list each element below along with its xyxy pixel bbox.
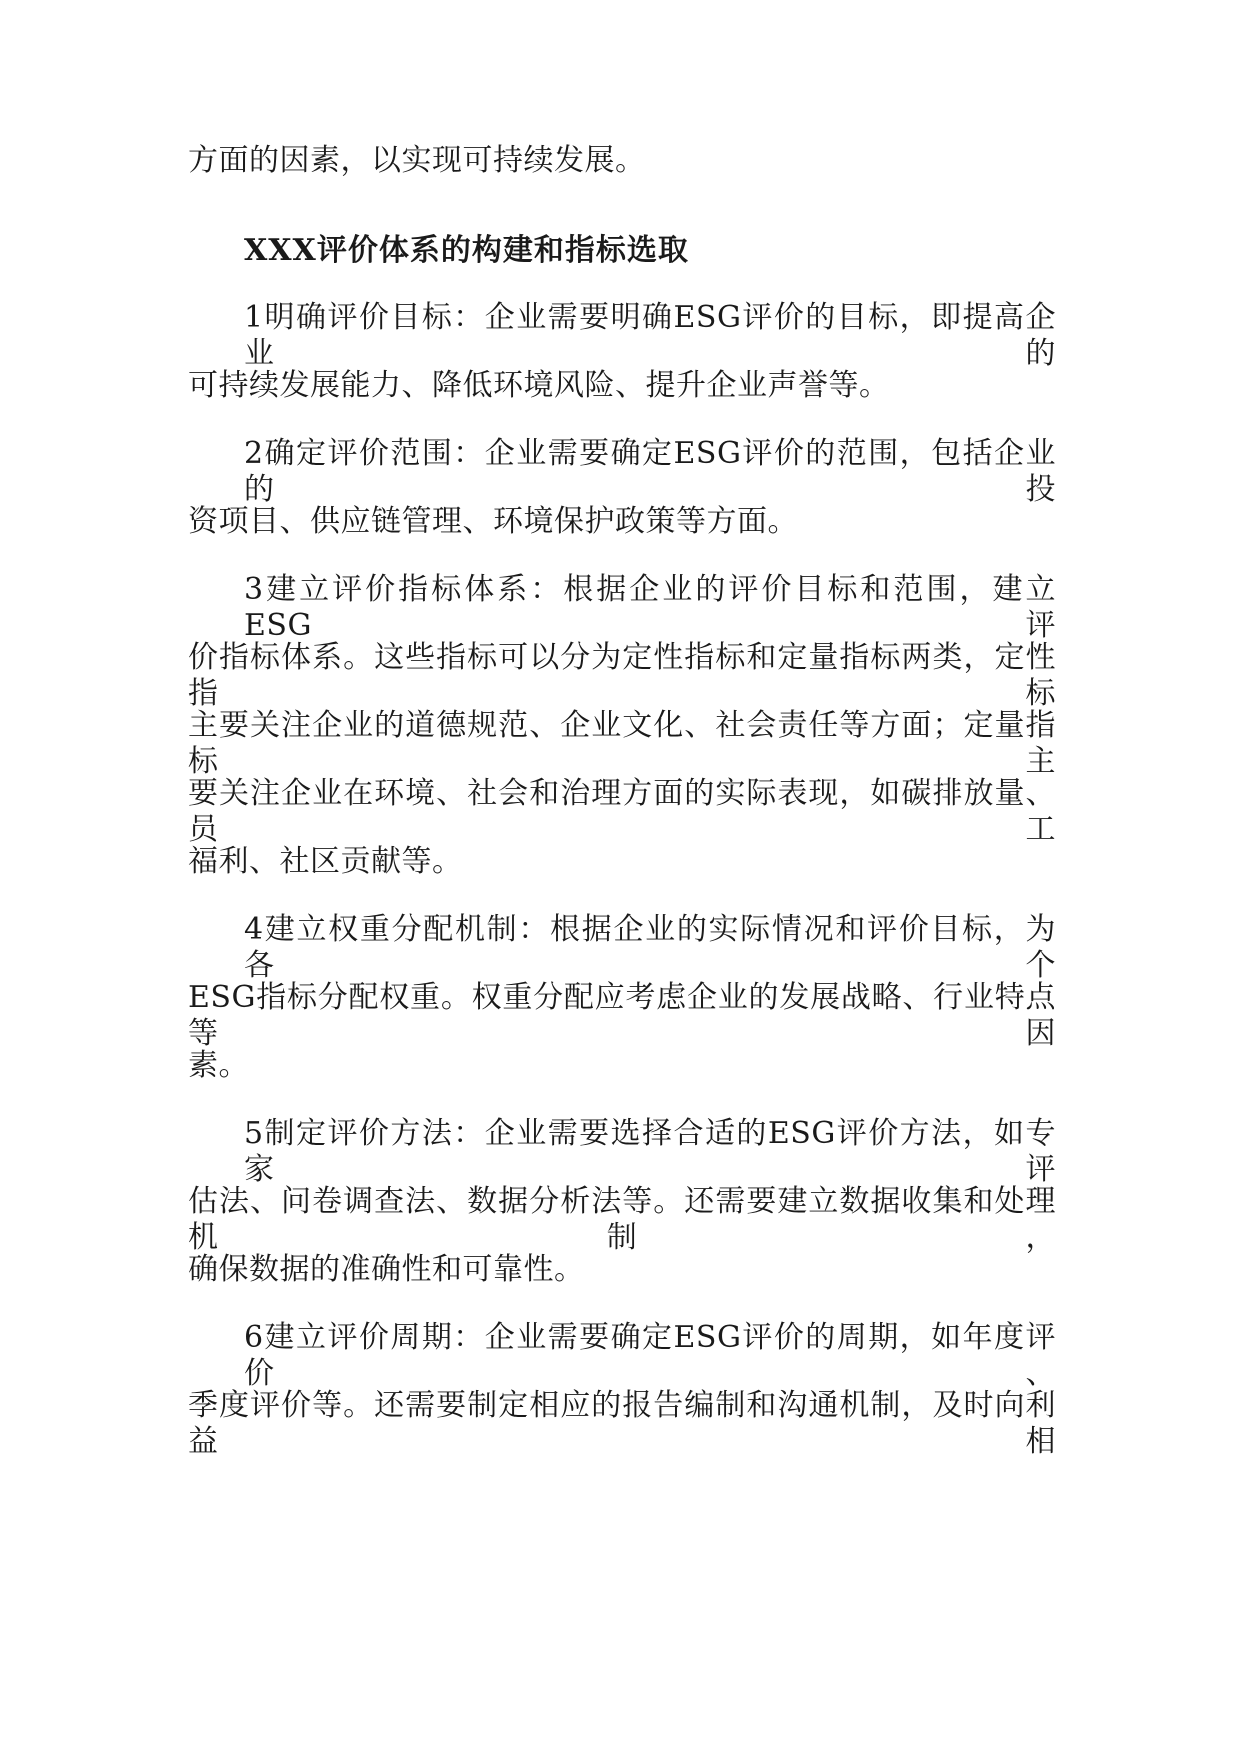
paragraph-line: 2确定评价范围：企业需要确定ESG评价的范围，包括企业的投 — [244, 436, 1056, 507]
paragraph-line: 3建立评价指标体系：根据企业的评价目标和范围，建立ESG评 — [244, 572, 1056, 643]
paragraph-line: 资项目、供应链管理、环境保护政策等方面。 — [188, 504, 798, 539]
paragraph-line: 可持续发展能力、降低环境风险、提升企业声誉等。 — [188, 368, 890, 403]
paragraph-line: 福利、社区贡献等。 — [188, 844, 463, 879]
paragraph-line: 季度评价等。还需要制定相应的报告编制和沟通机制，及时向利益相 — [188, 1388, 1056, 1459]
section-heading: XXX评价体系的构建和指标选取 — [244, 233, 689, 268]
paragraph-line: ESG指标分配权重。权重分配应考虑企业的发展战略、行业特点等因 — [188, 980, 1056, 1051]
paragraph-line: 4建立权重分配机制：根据企业的实际情况和评价目标，为各个 — [244, 912, 1056, 983]
paragraph-line: 5制定评价方法：企业需要选择合适的ESG评价方法，如专家评 — [244, 1116, 1056, 1187]
paragraph-line: 确保数据的准确性和可靠性。 — [188, 1252, 585, 1287]
paragraph-line: 价指标体系。这些指标可以分为定性指标和定量指标两类，定性指标 — [188, 640, 1056, 711]
paragraph-line: 主要关注企业的道德规范、企业文化、社会责任等方面；定量指标主 — [188, 708, 1056, 779]
paragraph-line: 估法、问卷调查法、数据分析法等。还需要建立数据收集和处理机制， — [188, 1184, 1056, 1255]
paragraph-line: 1明确评价目标：企业需要明确ESG评价的目标，即提高企业的 — [244, 300, 1056, 371]
paragraph-line: 6建立评价周期：企业需要确定ESG评价的周期，如年度评价、 — [244, 1320, 1056, 1391]
paragraph-line: 素。 — [188, 1048, 249, 1083]
paragraph-line: 方面的因素，以实现可持续发展。 — [188, 143, 646, 178]
paragraph-line: 要关注企业在环境、社会和治理方面的实际表现，如碳排放量、员工 — [188, 776, 1056, 847]
